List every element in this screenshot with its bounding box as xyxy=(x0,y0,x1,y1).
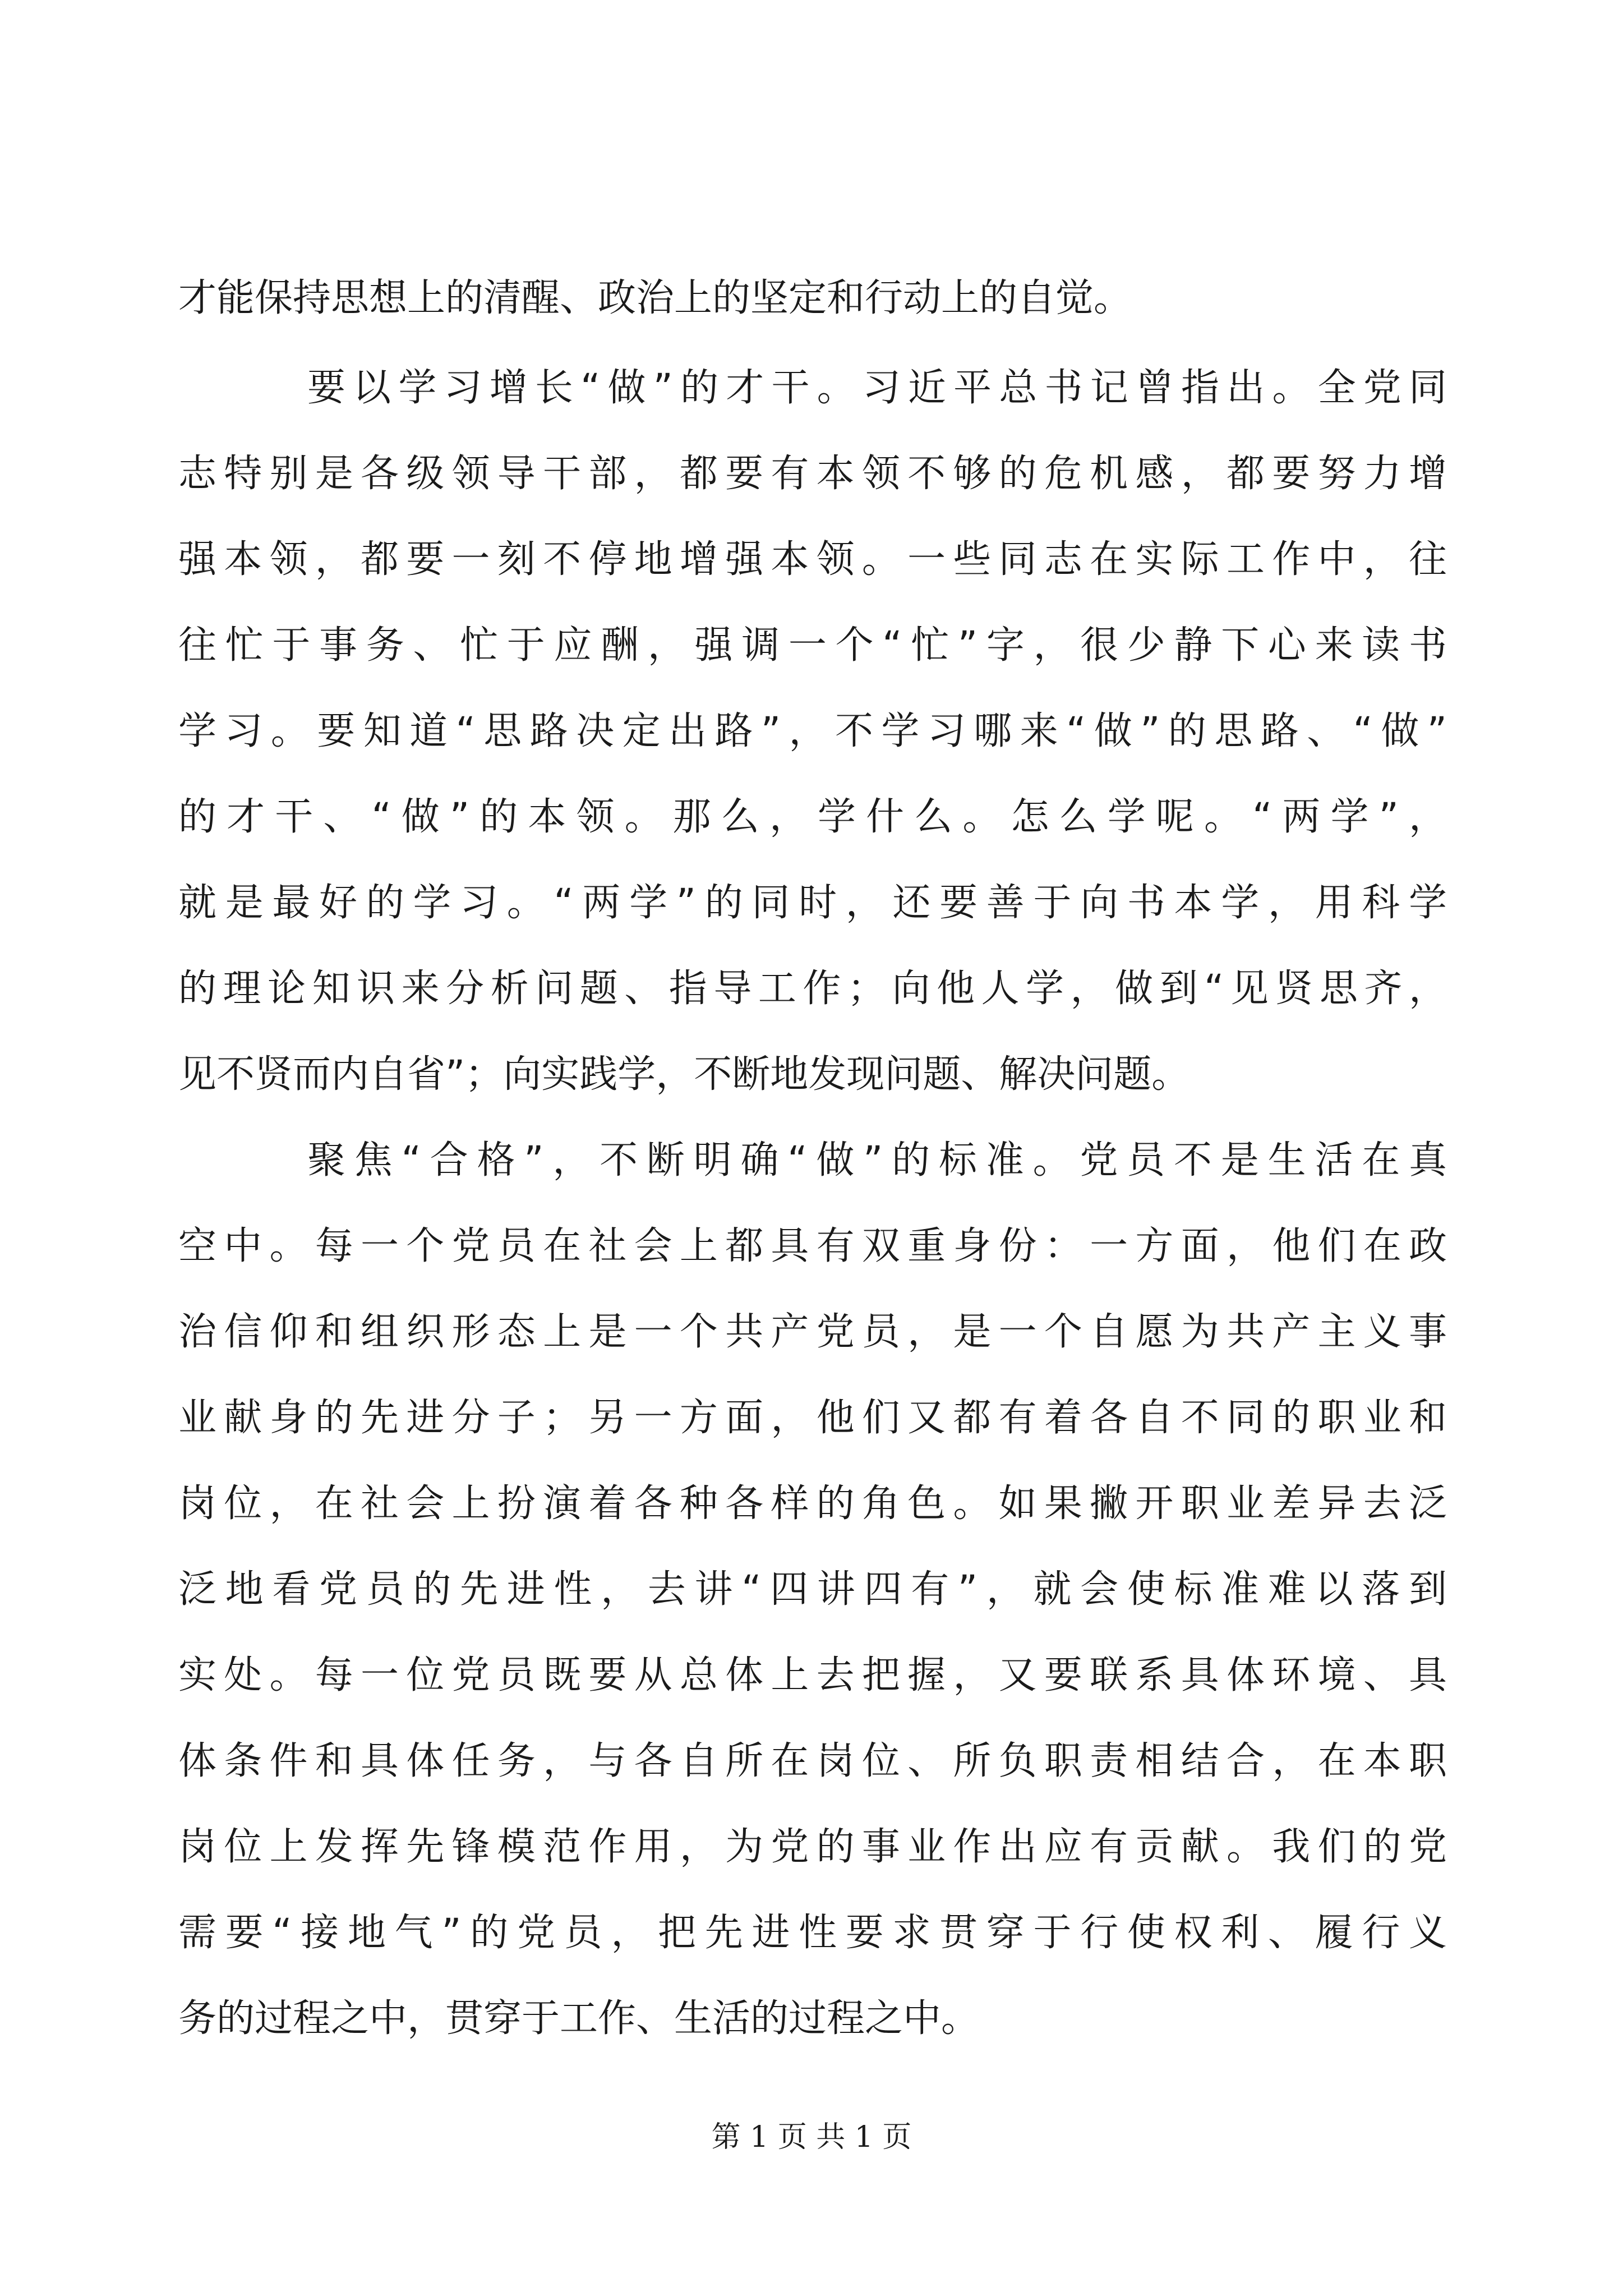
text-line: 强本领，都要一刻不停地增强本领。一些同志在实际工作中，往 xyxy=(178,537,1447,582)
text-line: 的才干、“做”的本领。那么，学什么。怎么学呢。“两学”， xyxy=(178,795,1447,839)
text-line: 往忙于事务、忙于应酬，强调一个“忙”字，很少静下心来读书 xyxy=(178,623,1447,668)
paragraph-first-line: 聚焦“合格”，不断明确“做”的标准。党员不是生活在真 xyxy=(307,1138,1447,1182)
text-line: 实处。每一位党员既要从总体上去把握，又要联系具体环境、具 xyxy=(178,1653,1447,1697)
text-line: 岗位，在社会上扮演着各种各样的角色。如果撇开职业差异去泛 xyxy=(178,1481,1447,1526)
text-line: 的理论知识来分析问题、指导工作；向他人学，做到“见贤思齐， xyxy=(178,967,1447,1011)
text-line: 学习。要知道“思路决定出路”，不学习哪来“做”的思路、“做” xyxy=(178,709,1447,753)
text-line: 才能保持思想上的清醒、政治上的坚定和行动上的自觉。 xyxy=(178,276,1132,320)
text-line: 岗位上发挥先锋模范作用，为党的事业作出应有贡献。我们的党 xyxy=(178,1825,1447,1869)
text-line: 需要“接地气”的党员，把先进性要求贯穿于行使权利、履行义 xyxy=(178,1911,1447,1955)
text-line: 见不贤而内自省”；向实践学，不断地发现问题、解决问题。 xyxy=(178,1052,1190,1097)
paragraph-first-line: 要以学习增长“做”的才干。习近平总书记曾指出。全党同 xyxy=(307,366,1447,410)
text-line: 就是最好的学习。“两学”的同时，还要善于向书本学，用科学 xyxy=(178,881,1447,925)
text-line: 业献身的先进分子；另一方面，他们又都有着各自不同的职业和 xyxy=(178,1396,1447,1440)
text-line: 治信仰和组织形态上是一个共产党员，是一个自愿为共产主义事 xyxy=(178,1310,1447,1354)
text-line: 空中。每一个党员在社会上都具有双重身份：一方面，他们在政 xyxy=(178,1224,1447,1268)
text-line: 体条件和具体任务，与各自所在岗位、所负职责相结合，在本职 xyxy=(178,1739,1447,1783)
page-number-footer: 第 1 页 共 1 页 xyxy=(711,2120,912,2154)
text-line: 务的过程之中，贯穿于工作、生活的过程之中。 xyxy=(178,1996,980,2041)
text-line: 泛地看党员的先进性，去讲“四讲四有”，就会使标准难以落到 xyxy=(178,1567,1447,1612)
text-line: 志特别是各级领导干部，都要有本领不够的危机感，都要努力增 xyxy=(178,452,1447,496)
